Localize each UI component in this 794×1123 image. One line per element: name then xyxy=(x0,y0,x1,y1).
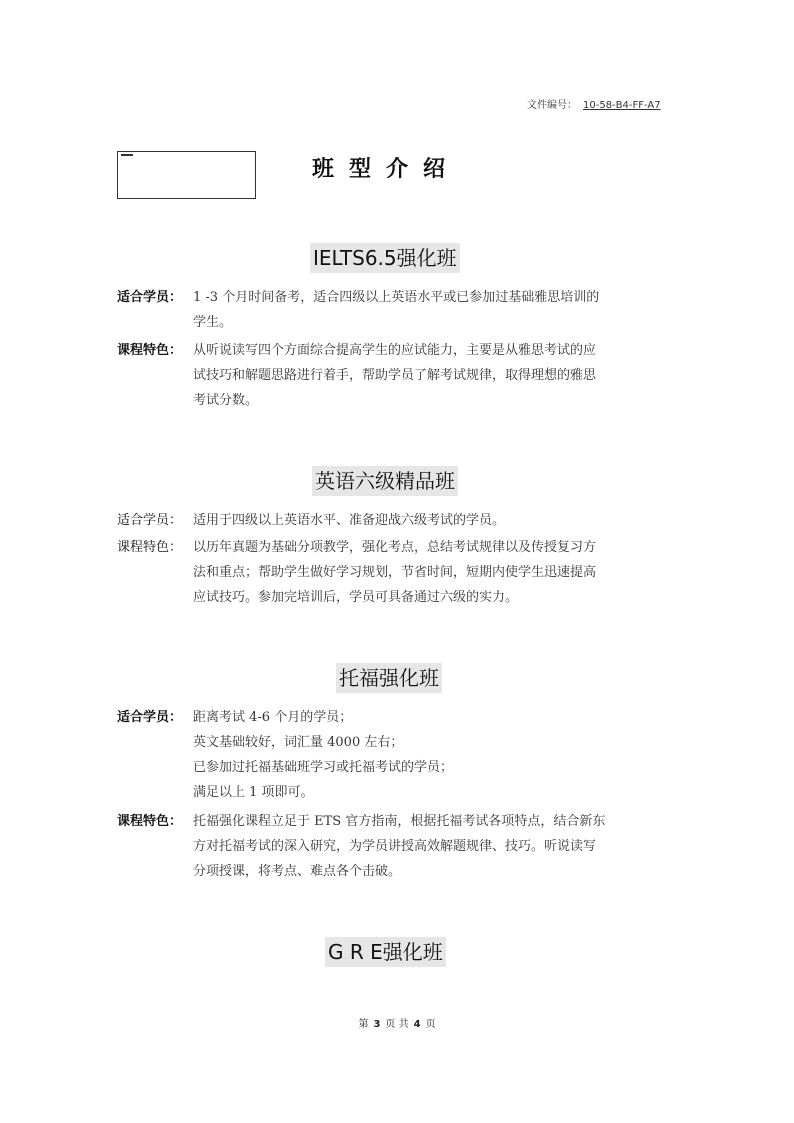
footer-text: 页 xyxy=(425,1019,436,1030)
text-line: 方对托福考试的深入研究，为学员讲授高效解题规律、技巧。听说读写 xyxy=(193,839,597,854)
text-line: 学生。 xyxy=(193,315,233,330)
text-line: 考试分数。 xyxy=(193,393,259,408)
page-footer xyxy=(0,1015,794,1030)
footer-text: 页 共 xyxy=(385,1019,409,1030)
document-number-label: 文件编号： xyxy=(527,100,577,111)
row-text xyxy=(193,285,697,335)
text-line: 1 -3 个月时间备考，适合四级以上英语水平或已参加过基础雅思培训的 xyxy=(193,290,600,305)
text-line: 英文基础较好，词汇量 4000 左右； xyxy=(193,735,404,750)
footer-text: 第 xyxy=(358,1019,369,1030)
row-label: 适合学员： xyxy=(117,710,183,725)
document-number-value: 10-58-B4-FF-A7 xyxy=(583,100,661,111)
text-line: 从听说读写四个方面综合提高学生的应试能力，主要是从雅思考试的应 xyxy=(193,343,597,358)
cet6-features-row xyxy=(117,535,697,610)
cet6-students-row xyxy=(117,508,697,533)
toefl-features-row xyxy=(117,809,697,884)
row-label: 适合学员： xyxy=(117,290,183,305)
text-line: 已参加过托福基础班学习或托福考试的学员； xyxy=(193,760,454,775)
logo-placeholder-box xyxy=(117,151,256,199)
page-title: 班型介绍 xyxy=(312,157,461,182)
document-number xyxy=(527,96,661,111)
section-title-toefl: 托福强化班 xyxy=(336,663,442,693)
total-pages: 4 xyxy=(413,1019,421,1030)
ielts-features-row xyxy=(117,338,697,413)
section-title-ielts: IELTS6.5强化班 xyxy=(310,243,460,273)
row-label: 适合学员： xyxy=(117,513,183,528)
text-line: 以历年真题为基础分项教学，强化考点，总结考试规律以及传授复习方 xyxy=(193,540,597,555)
row-text xyxy=(193,705,697,805)
text-line: 法和重点；帮助学生做好学习规划，节省时间，短期内使学生迅速提高 xyxy=(193,565,597,580)
row-text xyxy=(193,338,697,413)
text-line: 距离考试 4-6 个月的学员； xyxy=(193,710,353,725)
row-label: 课程特色： xyxy=(117,343,183,358)
text-line: 适用于四级以上英语水平、准备迎战六级考试的学员。 xyxy=(193,513,506,528)
text-line: 分项授课，将考点、难点各个击破。 xyxy=(193,864,402,879)
row-label: 课程特色： xyxy=(117,540,183,555)
section-title-gre: G R E强化班 xyxy=(325,937,446,967)
row-text xyxy=(193,535,697,610)
ielts-students-row xyxy=(117,285,697,335)
toefl-students-row xyxy=(117,705,697,805)
row-text xyxy=(193,508,697,533)
current-page: 3 xyxy=(373,1019,381,1030)
text-line: 满足以上 1 项即可。 xyxy=(193,785,314,800)
section-title-cet6: 英语六级精品班 xyxy=(312,466,458,496)
text-line: 托福强化课程立足于 ETS 官方指南，根据托福考试各项特点，结合新东 xyxy=(193,814,606,829)
text-line: 试技巧和解题思路进行着手，帮助学员了解考试规律，取得理想的雅思 xyxy=(193,368,597,383)
row-label: 课程特色： xyxy=(117,814,183,829)
text-line: 应试技巧。参加完培训后，学员可具备通过六级的实力。 xyxy=(193,590,519,605)
row-text xyxy=(193,809,697,884)
